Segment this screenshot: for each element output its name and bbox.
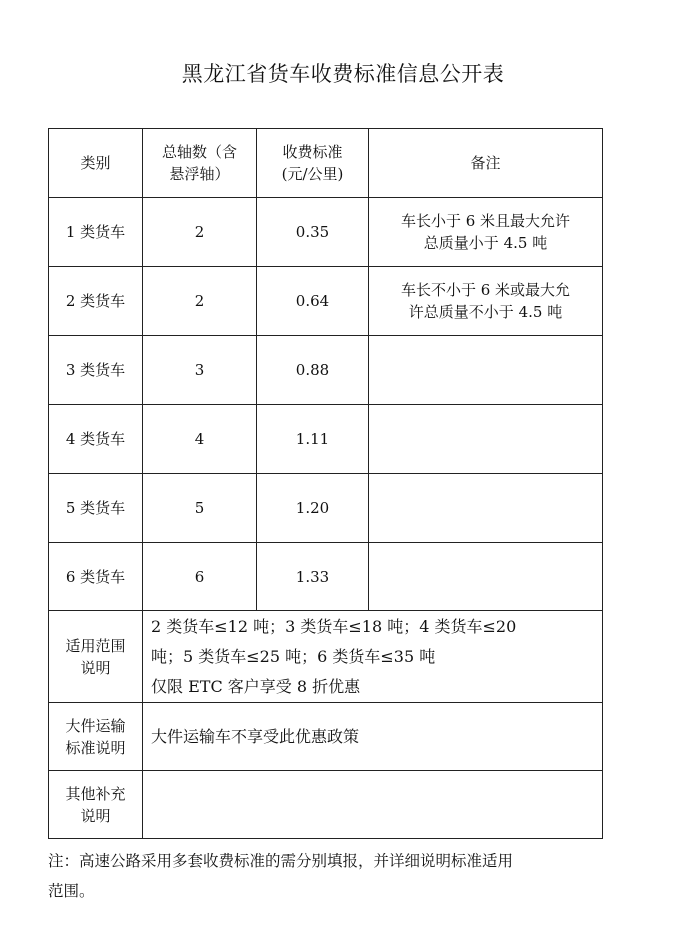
row-remarks — [369, 474, 603, 543]
row-axles: 6 — [143, 543, 257, 611]
table-row — [49, 336, 603, 405]
row-category: 2 类货车 — [49, 267, 143, 336]
row-axles: 4 — [143, 405, 257, 474]
row-remarks — [369, 336, 603, 405]
row-axles: 2 — [143, 267, 257, 336]
row-remarks — [369, 198, 603, 267]
header-rate-line-1: 收费标准 — [282, 143, 343, 161]
row-category: 6 类货车 — [49, 543, 143, 611]
row-category: 5 类货车 — [49, 474, 143, 543]
header-axles-line-1: 总轴数（含 — [161, 143, 237, 161]
scope-line-2: 吨；5 类货车≤25 吨；6 类货车≤35 吨 — [151, 646, 436, 666]
footnote-line-2: 范围。 — [48, 882, 95, 900]
row-rate: 0.88 — [257, 336, 369, 405]
row-category: 3 类货车 — [49, 336, 143, 405]
other-label-line-1: 其他补充 — [65, 784, 126, 803]
row-category: 4 类货车 — [49, 405, 143, 474]
row-remarks-line-2: 许总质量不小于 4.5 吨 — [408, 303, 563, 321]
scope-label-line-2: 说明 — [80, 658, 111, 677]
row-remarks — [369, 267, 603, 336]
footnote-line-1: 注：高速公路采用多套收费标准的需分别填报，并详细说明标准适用 — [48, 852, 514, 870]
toll-standard-table — [48, 128, 603, 839]
other-label-line-2: 说明 — [80, 806, 111, 825]
header-category: 类别 — [49, 129, 143, 198]
oversize-label-line-2: 标准说明 — [65, 738, 126, 757]
row-remarks-line-2: 总质量小于 4.5 吨 — [423, 234, 548, 252]
scope-line-1: 2 类货车≤12 吨；3 类货车≤18 吨；4 类货车≤20 — [151, 616, 517, 636]
scope-line-3: 仅限 ETC 客户享受 8 折优惠 — [151, 676, 361, 696]
oversize-label — [49, 703, 143, 771]
footnote — [48, 846, 608, 906]
table-row — [49, 405, 603, 474]
row-rate: 1.11 — [257, 405, 369, 474]
row-rate: 1.20 — [257, 474, 369, 543]
scope-label-line-1: 适用范围 — [65, 636, 126, 655]
table-row — [49, 474, 603, 543]
other-label — [49, 771, 143, 839]
row-remarks-line-1: 车长小于 6 米且最大允许 — [400, 212, 571, 230]
row-rate: 1.33 — [257, 543, 369, 611]
oversize-description: 大件运输车不享受此优惠政策 — [143, 703, 603, 771]
header-rate-line-2: (元/公里) — [281, 165, 344, 183]
table-row — [49, 267, 603, 336]
header-row — [49, 129, 603, 198]
other-row — [49, 771, 603, 839]
row-remarks — [369, 405, 603, 474]
scope-row — [49, 611, 603, 703]
row-axles: 2 — [143, 198, 257, 267]
header-remarks: 备注 — [369, 129, 603, 198]
header-rate — [257, 129, 369, 198]
row-remarks — [369, 543, 603, 611]
header-axles — [143, 129, 257, 198]
row-axles: 5 — [143, 474, 257, 543]
table-row — [49, 543, 603, 611]
header-axles-line-2: 悬浮轴） — [169, 165, 230, 183]
table-row — [49, 198, 603, 267]
other-description — [143, 771, 603, 839]
row-rate: 0.64 — [257, 267, 369, 336]
scope-description — [143, 611, 603, 703]
scope-label — [49, 611, 143, 703]
page-title: 黑龙江省货车收费标准信息公开表 — [181, 62, 505, 86]
oversize-label-line-1: 大件运输 — [65, 716, 126, 735]
row-remarks-line-1: 车长不小于 6 米或最大允 — [400, 281, 571, 299]
row-category: 1 类货车 — [49, 198, 143, 267]
row-axles: 3 — [143, 336, 257, 405]
row-rate: 0.35 — [257, 198, 369, 267]
oversize-row — [49, 703, 603, 771]
